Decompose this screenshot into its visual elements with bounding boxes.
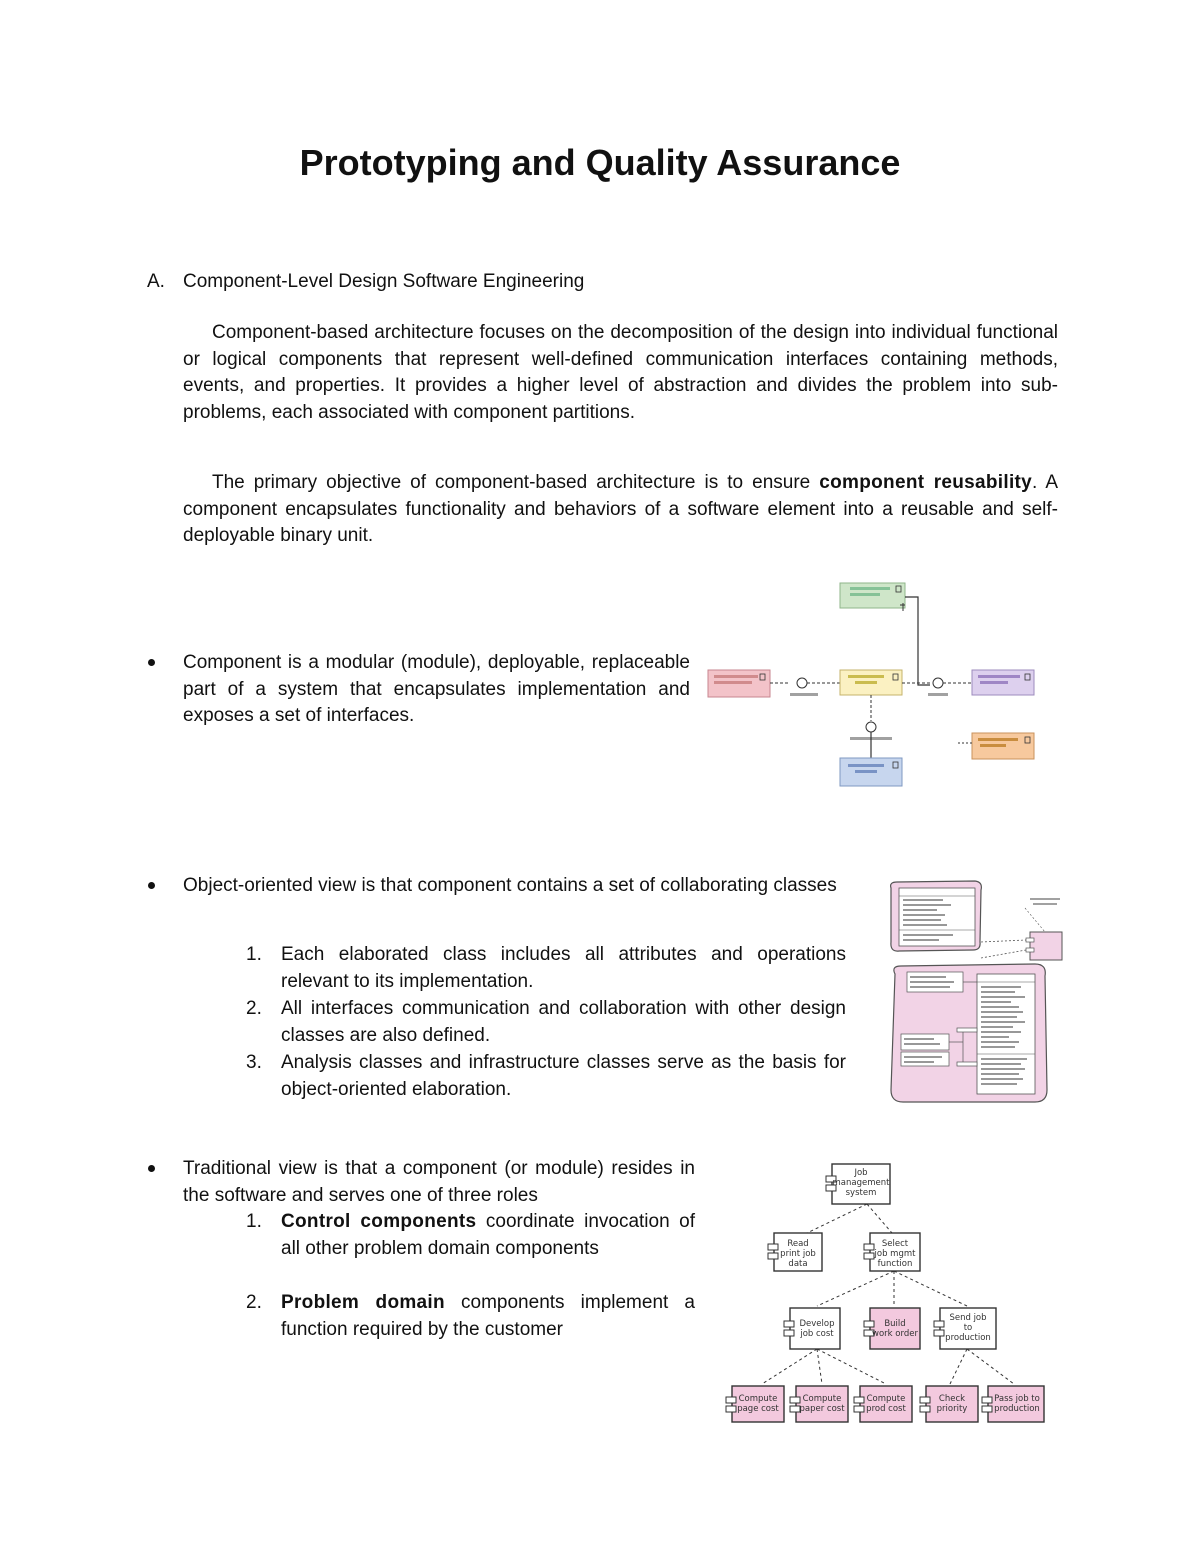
list-item-text: components implement a function required by the customer	[281, 1292, 695, 1340]
bullet-traditional-view: Traditional view is that a component (or module) resides in the software and serves one of three roles	[183, 1158, 695, 1206]
component-diagram	[700, 575, 1045, 795]
paragraph-primary-objective	[183, 470, 1058, 550]
svg-text:Developjob cost: Develop job cost	[799, 1319, 835, 1339]
component-box-lavender	[972, 670, 1034, 695]
list-number: 1.	[246, 1211, 262, 1232]
node-job-management	[826, 1164, 890, 1204]
structure-chart-diagram	[722, 1158, 1052, 1428]
list-item-control-components	[281, 1209, 695, 1262]
svg-text:Pass job toproduction: Pass job to production	[994, 1394, 1040, 1414]
node-select-mgmt	[864, 1233, 920, 1271]
list-number: 2.	[246, 998, 262, 1019]
section-heading: Component-Level Design Software Engineering	[183, 271, 585, 292]
node-send	[934, 1308, 996, 1349]
section-marker: A.	[147, 271, 165, 292]
svg-text:Jobmanagementsystem: Job management system	[832, 1168, 890, 1198]
svg-text:Computepaper cost: Compute paper cost	[799, 1394, 845, 1414]
paragraph-component-architecture: Component-based architecture focuses on the decomposition of the design into individual functional or logical components that represent well-defined communication interfaces containing methods, events, and properties. It provides a higher level of abstraction and divides the problem into sub-problems, each associated with component partitions.	[183, 322, 1058, 423]
node-compute-prod	[854, 1386, 912, 1422]
bullet-object-oriented-view: Object-oriented view is that component contains a set of collaborating classes	[183, 875, 837, 896]
bullet-marker	[148, 882, 155, 889]
bullet-component-definition: Component is a modular (module), deployable, replaceable part of a system that encapsulates implementation and exposes a set of interfaces.	[183, 652, 690, 726]
list-number: 3.	[246, 1052, 262, 1073]
paragraph-text: The primary objective of component-based architecture is to ensure	[212, 472, 820, 493]
list-number: 2.	[246, 1292, 262, 1313]
paragraph-text: . A component encapsulates functionality and behaviors of a software element into a reusable and self-deployable binary unit.	[183, 472, 1058, 546]
component-box-yellow	[840, 670, 902, 695]
component-box-green	[840, 583, 905, 608]
node-compute-page	[726, 1386, 784, 1422]
node-develop	[784, 1308, 840, 1349]
svg-text:Buildwork order: Build work order	[872, 1319, 918, 1339]
class-elaboration-diagram	[885, 878, 1067, 1106]
bullet-marker	[148, 1165, 155, 1172]
svg-text:Checkpriority: Check priority	[936, 1394, 968, 1414]
list-number: 1.	[246, 944, 262, 965]
node-read-print	[768, 1233, 822, 1271]
list-item: Analysis classes and infrastructure classes serve as the basis for object-oriented elaboration.	[281, 1052, 846, 1100]
component-box-pink	[708, 670, 770, 697]
node-check-priority	[920, 1386, 978, 1422]
bullet-marker	[148, 659, 155, 666]
component-box-blue	[840, 758, 902, 786]
svg-text:Selectjob mgmtfunction: Select job mgmt function	[874, 1239, 916, 1269]
svg-text:Send jobtoproduction: Send job to production	[945, 1313, 991, 1343]
bold-term: Control components	[281, 1211, 477, 1232]
node-pass-job	[982, 1386, 1044, 1422]
bold-term: component reusability	[819, 472, 1033, 493]
page-title: Prototyping and Quality Assurance	[299, 142, 901, 183]
svg-text:Computeprod cost: Compute prod cost	[866, 1394, 906, 1414]
svg-text:Readprint jobdata: Read print job data	[780, 1239, 816, 1269]
list-item-problem-domain	[281, 1290, 695, 1343]
svg-text:Computepage cost: Compute page cost	[737, 1394, 779, 1414]
list-item: Each elaborated class includes all attributes and operations relevant to its implementation.	[281, 944, 846, 992]
component-box-orange	[972, 733, 1034, 759]
list-item: All interfaces communication and collaboration with other design classes are also defined.	[281, 998, 846, 1046]
node-compute-paper	[790, 1386, 848, 1422]
list-item-text: coordinate invocation of all other problem domain components	[281, 1211, 696, 1259]
bold-term: Problem domain	[281, 1292, 445, 1313]
node-build	[864, 1308, 920, 1349]
